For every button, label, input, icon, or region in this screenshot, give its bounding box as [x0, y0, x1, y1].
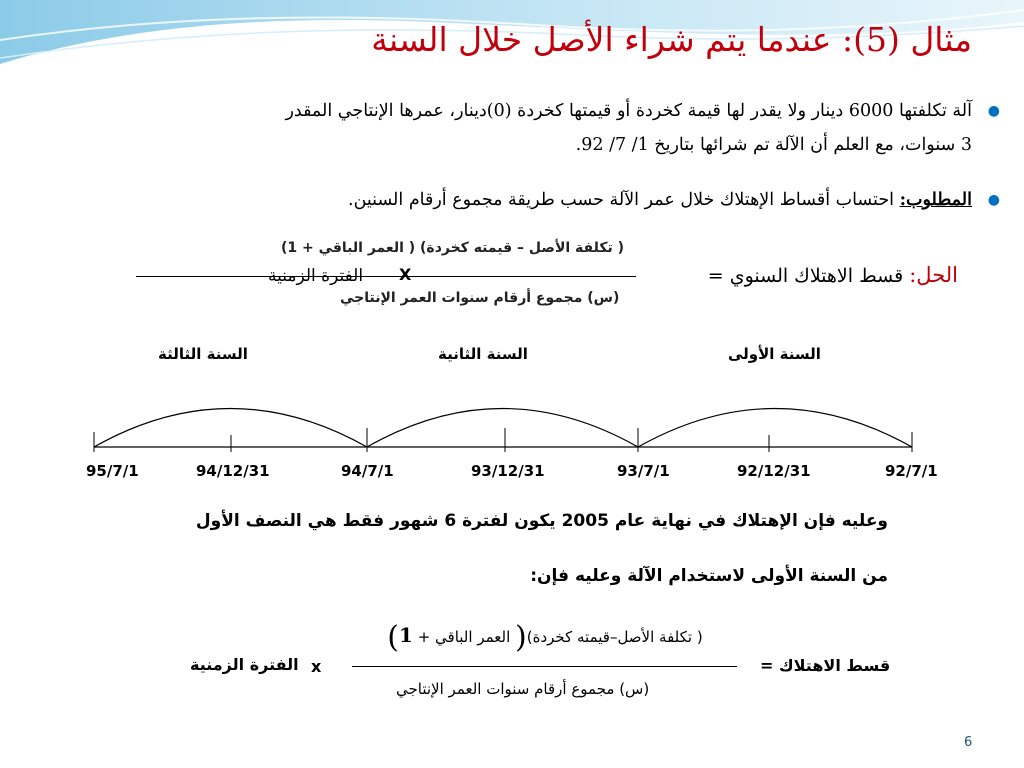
required-text: احتساب أقساط الإهتلاك خلال عمر الآلة حسب طريقة مجموع أرقام السنين.	[348, 190, 900, 210]
date-label: 93/7/1	[617, 462, 670, 480]
formula-remaining-life: العمر الباقي +	[417, 628, 511, 646]
small-formula-fraction-bar	[136, 276, 636, 277]
solution-text: قسط الاهتلاك السنوي =	[707, 265, 904, 287]
explanation-line-2: من السنة الأولى لاستخدام الآلة وعليه فإن:	[530, 566, 888, 586]
small-formula-multiply: X	[399, 265, 412, 284]
timeline-arc-second-year	[367, 409, 638, 448]
close-paren-glyph: )	[387, 620, 399, 655]
bullet-required	[52, 183, 972, 217]
formula-one: 1	[399, 623, 413, 647]
formula-denominator: (س) مجموع أرقام سنوات العمر الإنتاجي	[396, 680, 650, 698]
small-formula-numerator	[280, 240, 624, 256]
solution-line	[708, 263, 958, 287]
page-number: 6	[964, 735, 973, 750]
timeline-diagram	[80, 380, 950, 460]
open-paren-glyph: (	[515, 620, 527, 655]
small-formula-numerator-a: ( تكلفة الأصل – قيمته كخردة)	[420, 240, 624, 256]
timeline-arc-first-year	[638, 409, 912, 448]
date-label: 95/7/1	[86, 462, 139, 480]
formula-cost-part: ( تكلفة الأصل–قيمته كخردة)	[526, 628, 703, 646]
formula-multiply: x	[311, 657, 322, 676]
bullet-problem-statement	[52, 94, 972, 162]
explanation-line-1: وعليه فإن الإهتلاك في نهاية عام 2005 يكون لفترة 6 شهور فقط هي النصف الأول	[195, 511, 888, 531]
bullet-line: ● آلة تكلفتها 6000 دينار ولا يقدر لها قيمة كخردة أو قيمتها كخردة (0)دينار، عمرها الإنتاجي المقدر	[285, 101, 972, 121]
formula-lhs: قسط الاهتلاك =	[760, 656, 891, 675]
date-label: 94/12/31	[196, 462, 270, 480]
year-label-second: السنة الثانية	[438, 345, 528, 363]
solution-label: الحل:	[909, 263, 958, 287]
year-label-third: السنة الثالثة	[158, 345, 248, 363]
formula-numerator	[350, 620, 740, 655]
date-label: 93/12/31	[471, 462, 545, 480]
bullet-line: 3 سنوات، مع العلم أن الآلة تم شرائها بتاريخ 1/ 7/ 92.	[575, 135, 972, 155]
slide-title: مثال (5): عندما يتم شراء الأصل خلال السنة	[371, 20, 972, 59]
date-label: 92/12/31	[737, 462, 811, 480]
year-label-first: السنة الأولى	[728, 345, 821, 363]
small-formula-numerator-b: ( العمر الباقي + 1)	[280, 240, 416, 256]
small-formula-denominator: (س) مجموع أرقام سنوات العمر الإنتاجي	[340, 290, 620, 306]
formula-fraction-bar	[352, 666, 737, 667]
formula-period: الفترة الزمنية	[190, 655, 299, 674]
small-formula-period: الفترة الزمنية	[268, 266, 364, 286]
date-label: 94/7/1	[341, 462, 394, 480]
date-label: 92/7/1	[885, 462, 938, 480]
required-label: المطلوب:	[899, 190, 972, 210]
